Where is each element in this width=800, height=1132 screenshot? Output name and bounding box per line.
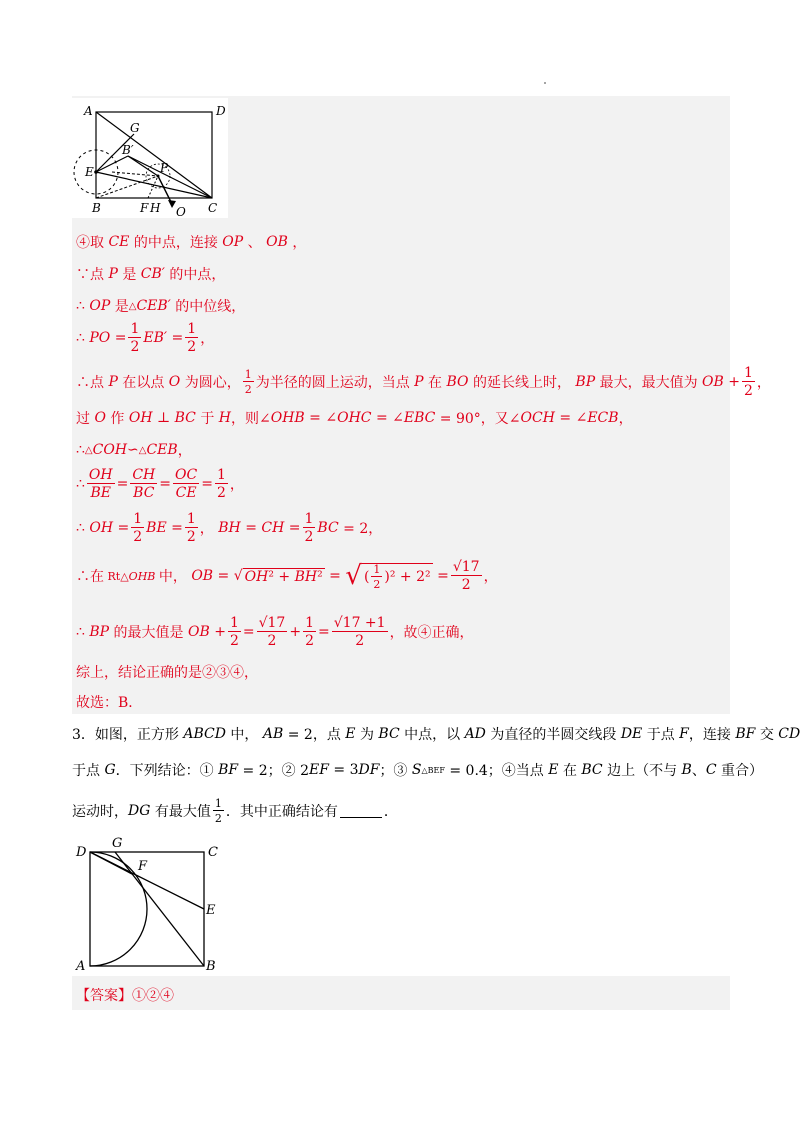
- page-dot: [544, 82, 546, 84]
- answer-line: [76, 985, 174, 1005]
- solution-line-2: ∵点 P 是 CB′ 的中点，: [76, 266, 226, 283]
- q-label-E: E: [206, 903, 216, 918]
- solution-line-6: 过 O 作 OH ⊥ BC 于 H ，则∠ OHB = ∠ OHC = ∠ EBC = 90°，又∠ OCH = ∠ ECB ，: [76, 410, 633, 427]
- q-label-A: A: [76, 959, 86, 974]
- solution-line-4: ∴ PO = $\frac{1}{2}$ EB′ = $\frac{1}{2}$ ，: [76, 321, 215, 355]
- answer-label: 【答案】: [76, 988, 132, 1004]
- label-D: D: [216, 104, 226, 118]
- q-label-C: C: [208, 845, 218, 860]
- question-line-3: 运动时， DG 有最大值 $\frac{1}{2}$ ．其中正确结论有 ．: [72, 797, 398, 825]
- label-Bprime: B′: [122, 143, 134, 157]
- question-line-1: 3．如图，正方形 ABCD 中， AB = 2，点 E 为 BC 中点，以 AD 为直径的半圆交线段 DE 于点 F ，连接 BF 交 CD: [72, 726, 800, 743]
- label-E: E: [85, 165, 94, 179]
- label-B: B: [92, 201, 101, 215]
- solution-line-5: ∴点 P 在以点 O 为圆心， $\frac{1}{2}$ 为半径的圆上运动，当点 P 在 BO 的延长线上时， BP 最大，最大值为 OB + $\frac{1}{2}$ ，: [76, 365, 771, 399]
- solution-line-3: ∴ OP 是 △ CEB′ 的中位线，: [76, 298, 246, 315]
- solution-line-12: 综上，结论正确的是②③④，: [76, 665, 258, 681]
- q-label-D: D: [76, 845, 87, 860]
- question-figure: [72, 836, 232, 974]
- label-P: P: [160, 161, 169, 175]
- q-label-G: G: [112, 836, 123, 851]
- solution-line-8: ∴ $\frac{OH}{BE}$ = $\frac{CH}{BC}$ = $\frac{OC}{CE}$ = $\frac{1}{2}$ ，: [76, 467, 244, 501]
- question-line-2: 于点 G ．下列结论：① BF = 2；② 2 EF = 3 DF ；③ S △BEF = 0.4；④当点 E 在 BC 边上（不与 B 、 C 重合）: [72, 762, 764, 779]
- solution-line-10: ∴在 Rt△OHB 中， OB = √ OH² + BH² = √ ( $\frac{1}{2}$ )² + 2² = $\frac{√17}{2}$ ，: [76, 559, 498, 593]
- solution-line-13: 故选：B．: [76, 695, 143, 711]
- answer-value: ①②④: [132, 988, 174, 1004]
- label-F: F: [140, 201, 149, 215]
- label-A: A: [84, 104, 93, 118]
- label-H: H: [150, 201, 161, 215]
- q-label-B: B: [206, 959, 216, 974]
- label-G: G: [130, 121, 140, 135]
- solution-figure: [72, 98, 228, 218]
- label-C: C: [208, 201, 218, 215]
- label-O: O: [176, 205, 186, 218]
- solution-line-9: ∴ OH = $\frac{1}{2}$ BE = $\frac{1}{2}$ ， BH = CH = $\frac{1}{2}$ BC = 2，: [76, 511, 383, 545]
- solution-line-7: ∴ △ COH ∽ △ CEB ，: [76, 442, 192, 459]
- q-label-F: F: [138, 859, 148, 874]
- solution-line-11: ∴ BP 的最大值是 OB + $\frac{1}{2}$ = $\frac{√17}{2}$ + $\frac{1}{2}$ = $\frac{√17 +1}{2}$ ，故④正确，: [76, 615, 474, 649]
- solution-line-1: ④取 CE 的中点，连接 OP 、 OB ，: [76, 234, 307, 251]
- answer-blank[interactable]: [340, 805, 382, 818]
